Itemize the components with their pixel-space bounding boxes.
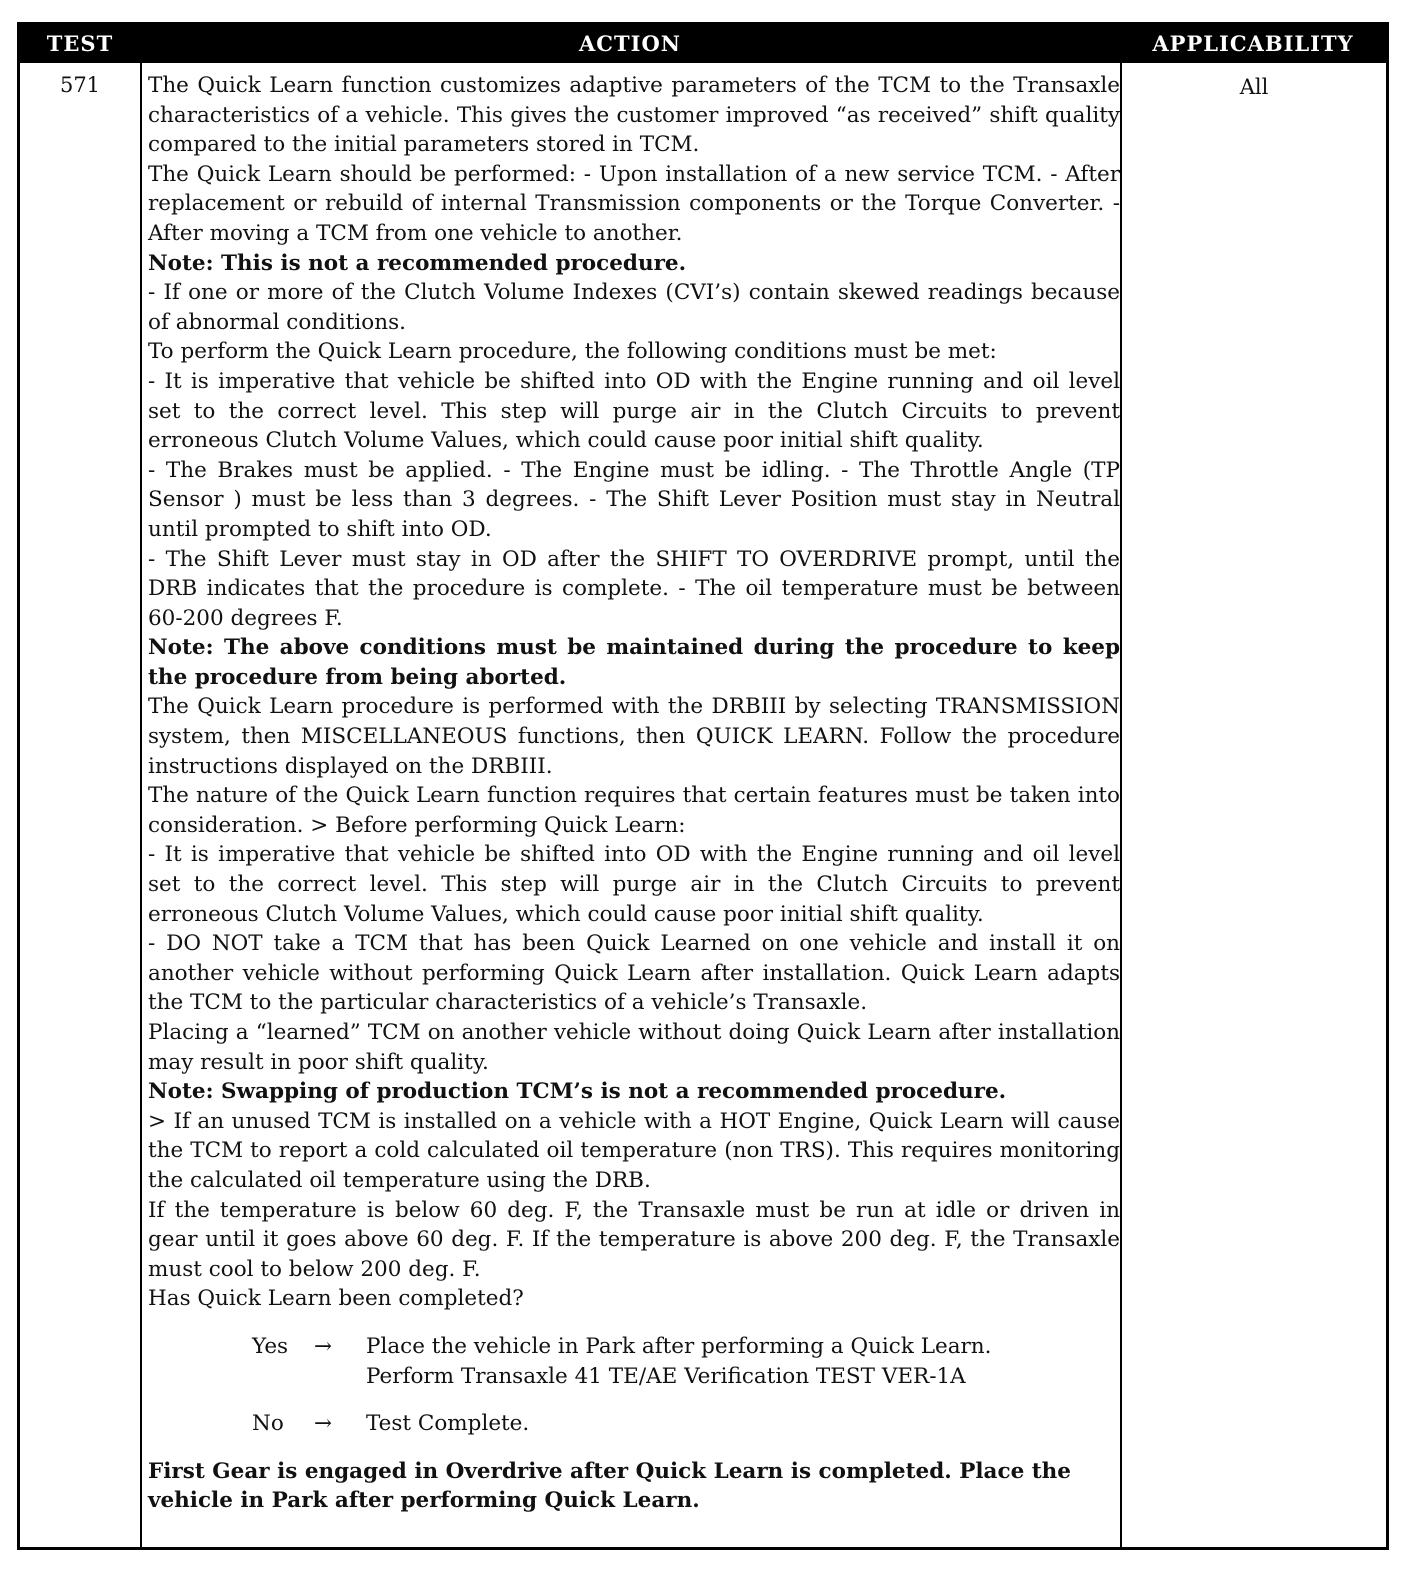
action-paragraphs bbox=[148, 71, 1120, 1314]
answer-line: Test Complete. bbox=[366, 1411, 530, 1437]
answer-no bbox=[148, 1409, 1120, 1439]
header-action: ACTION bbox=[579, 31, 681, 56]
column-divider bbox=[1120, 63, 1122, 1547]
action-paragraph: - If one or more of the Clutch Volume Indexes (CVI’s) contain skewed readings because of abnormal conditions. bbox=[148, 280, 1120, 335]
answer-line: Perform Transaxle 41 TE/AE Verification TEST VER-1A bbox=[366, 1363, 966, 1389]
answer-list bbox=[148, 1332, 1120, 1439]
action-cell bbox=[148, 71, 1120, 1516]
applicability-value: All bbox=[1239, 75, 1269, 99]
note-paragraph: Note: This is not a recommended procedure. bbox=[148, 250, 687, 276]
action-paragraph: The Quick Learn procedure is performed with the DRBIII by selecting TRANSMISSION system, then MISCELLANEOUS functions, then QUICK LEARN. Follow the procedure instructions displayed on the DRBIII. bbox=[148, 694, 1120, 779]
action-paragraph: - It is imperative that vehicle be shifted into OD with the Engine running and oil level set to the correct level. This step will purge air in the Clutch Circuits to prevent erroneous Clutch Volume Values, which could cause poor initial shift quality. bbox=[148, 368, 1120, 454]
action-paragraph: > If an unused TCM is installed on a vehicle with a HOT Engine, Quick Learn will cause the TCM to report a cold calculated oil temperature (non TRS). This requires monitoring the calculated oil temperature using the DRB. bbox=[148, 1108, 1120, 1193]
action-paragraph: Placing a “learned” TCM on another vehicle without doing Quick Learn after installation may result in poor shift quality. bbox=[148, 1020, 1120, 1075]
action-paragraph: The Quick Learn function customizes adaptive parameters of the TCM to the Transaxle characteristics of a vehicle. This gives the customer improved “as received” shift quality compared to the initial parameters stored in TCM. bbox=[148, 73, 1120, 158]
action-paragraph: - The Brakes must be applied. - The Engine must be idling. - The Throttle Angle (TP Sensor ) must be less than 3 degrees. - The Shift Lever Position must stay in Neutral until prompted to shift into OD. bbox=[148, 457, 1120, 542]
arrow-right-icon: → bbox=[314, 1333, 333, 1359]
column-divider bbox=[140, 63, 142, 1547]
action-paragraph: - DO NOT take a TCM that has been Quick Learned on one vehicle and install it on another vehicle without performing Quick Learn after installation. Quick Learn adapts the TCM to the particular characteristics of a vehicle’s Transaxle. bbox=[148, 931, 1120, 1016]
answer-text bbox=[366, 1409, 1120, 1439]
action-paragraph: The Quick Learn should be performed: - Upon installation of a new service TCM. - After replacement or rebuild of internal Transmission components or the Torque Converter. - After moving a TCM from one vehicle to another. bbox=[148, 161, 1120, 246]
header-test: TEST bbox=[46, 31, 114, 56]
procedure-table bbox=[17, 22, 1389, 1550]
final-note: First Gear is engaged in Overdrive after Quick Learn is completed. Place the vehicle in Park after performing Quick Learn. bbox=[148, 1458, 1071, 1514]
note-paragraph: Note: Swapping of production TCM’s is not a recommended procedure. bbox=[148, 1079, 1007, 1105]
note-paragraph: Note: The above conditions must be maintained during the procedure to keep the procedure from being aborted. bbox=[148, 635, 1120, 690]
answer-text bbox=[366, 1332, 1120, 1391]
action-paragraph: To perform the Quick Learn procedure, the following conditions must be met: bbox=[148, 339, 997, 365]
answer-key: No bbox=[252, 1411, 284, 1437]
header-applicability: APPLICABILITY bbox=[1152, 31, 1354, 56]
action-paragraph: - It is imperative that vehicle be shifted into OD with the Engine running and oil level set to the correct level. This step will purge air in the Clutch Circuits to prevent erroneous Clutch Volume Values, which could cause poor initial shift quality. bbox=[148, 842, 1120, 927]
action-paragraph: Has Quick Learn been completed? bbox=[148, 1286, 524, 1312]
table-header bbox=[20, 25, 1386, 63]
answer-line: Place the vehicle in Park after performing a Quick Learn. bbox=[366, 1333, 992, 1359]
test-number: 571 bbox=[59, 73, 101, 97]
answer-key: Yes bbox=[252, 1333, 289, 1359]
arrow-right-icon: → bbox=[314, 1411, 333, 1437]
action-paragraph: The nature of the Quick Learn function requires that certain features must be taken into consideration. > Before performing Quick Learn: bbox=[148, 783, 1120, 838]
action-paragraph: If the temperature is below 60 deg. F, the Transaxle must be run at idle or driven in gear until it goes above 60 deg. F. If the temperature is above 200 deg. F, the Transaxle must cool to below 200 deg. F. bbox=[148, 1197, 1120, 1282]
action-paragraph: - The Shift Lever must stay in OD after the SHIFT TO OVERDRIVE prompt, until the DRB indicates that the procedure is complete. - The oil temperature must be between 60-200 degrees F. bbox=[148, 546, 1120, 631]
answer-yes bbox=[148, 1332, 1120, 1391]
